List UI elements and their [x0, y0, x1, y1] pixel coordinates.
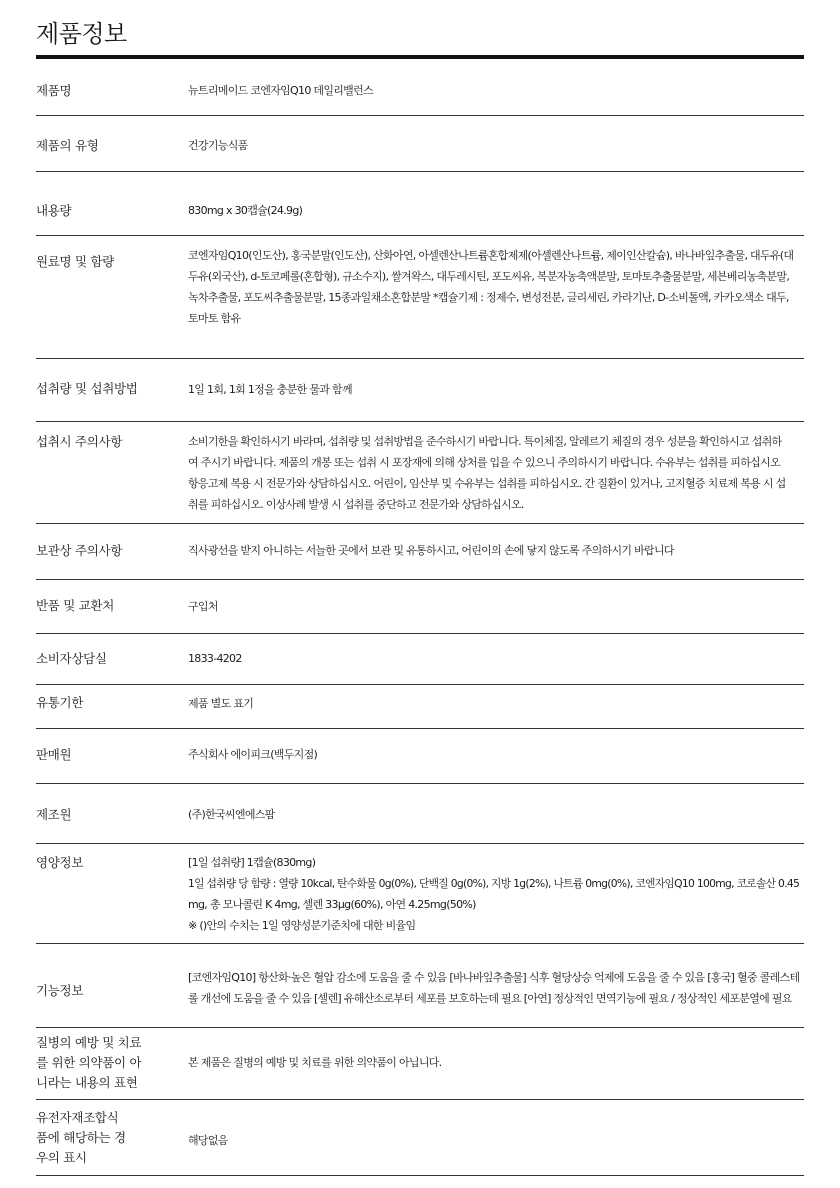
title-divider — [36, 55, 804, 59]
label-line: 질병의 예방 및 치료 — [36, 1035, 142, 1050]
row-label — [36, 1033, 176, 1093]
info-row-manufacturer — [36, 784, 804, 844]
row-value — [188, 135, 804, 156]
row-value — [188, 245, 804, 329]
info-row-customer-service — [36, 634, 804, 685]
row-label: 내용량 — [36, 203, 72, 218]
row-label: 소비자상담실 — [36, 651, 107, 666]
row-label: 영양정보 — [36, 855, 84, 870]
row-label: 보관상 주의사항 — [36, 543, 123, 558]
row-label: 섭취시 주의사항 — [36, 434, 123, 449]
row-value — [188, 540, 804, 561]
value-line: 여 주시기 바랍니다. 제품의 개봉 또는 섭취 시 포장재에 의해 상처를 입을 수 있으니 주의하시기 바랍니다. 수유부는 섭취를 피하십시오 — [188, 456, 780, 469]
value-line: 취를 피하십시오. 이상사례 발생 시 섭취를 중단하고 전문가와 상담하십시오. — [188, 498, 524, 511]
value-line: 항응고제 복용 시 전문가와 상담하십시오. 어린이, 임산부 및 수유부는 섭취를 피하십시오. 간 질환이 있거나, 고지혈증 치료제 복용 시 섭 — [188, 477, 786, 490]
row-value — [188, 852, 804, 936]
row-value — [188, 1130, 804, 1151]
row-label: 제조원 — [36, 807, 72, 822]
row-value — [188, 693, 804, 714]
row-value — [188, 379, 804, 400]
info-row-storage-caution — [36, 524, 804, 580]
row-label: 유통기한 — [36, 695, 84, 710]
info-row-returns — [36, 580, 804, 634]
value-line: [1일 섭취량] 1캡슐(830mg) — [188, 856, 316, 869]
value-line: 1일 1회, 1회 1정을 충분한 물과 함께 — [188, 383, 352, 396]
row-value — [188, 804, 804, 825]
value-line: 두유(외국산), d-토코페롤(혼합형), 규소수지), 쌀겨왁스, 대두레시틴, 포도씨유, 복분자농축액분말, 토마토추출물분말, 세븐베리농축분말, — [188, 270, 790, 283]
row-value — [188, 431, 804, 515]
label-line: 유전자재조합식 — [36, 1110, 119, 1125]
page-title: 제품정보 — [36, 20, 127, 48]
value-line: 1일 섭취량 당 함량 : 열량 10kcal, 탄수화물 0g(0%), 단백질 0g(0%), 지방 1g(2%), 나트륨 0mg(0%), 코엔자임Q10 100mg, 코로솔산 0.45 — [188, 877, 800, 890]
label-line: 품에 해당하는 경 — [36, 1130, 126, 1145]
info-row-ingredients — [36, 236, 804, 359]
value-line: 해당없음 — [188, 1134, 228, 1147]
row-value — [188, 967, 804, 1009]
value-line: 롤 개선에 도움을 줄 수 있음 [셀렌] 유해산소로부터 세포를 보호하는데 필요 [아연] 정상적인 면역기능에 필요 / 정상적인 세포분열에 필요 — [188, 992, 792, 1005]
row-label: 반품 및 교환처 — [36, 598, 114, 613]
value-line: [코엔자임Q10] 항산화·높은 혈압 감소에 도움을 줄 수 있음 [바나바잎추출물] 식후 혈당상승 억제에 도움을 줄 수 있음 [홍국] 혈중 콜레스테 — [188, 971, 800, 984]
row-label: 판매원 — [36, 747, 72, 762]
value-line: 뉴트리메이드 코엔자임Q10 데일리밸런스 — [188, 84, 373, 97]
row-label: 제품의 유형 — [36, 138, 99, 153]
value-line: 1833-4202 — [188, 652, 242, 665]
info-row-product-name — [36, 60, 804, 116]
value-line: 구입처 — [188, 600, 218, 613]
value-line: 토마토 함유 — [188, 312, 241, 325]
info-row-product-type — [36, 116, 804, 172]
row-label: 섭취량 및 섭취방법 — [36, 381, 138, 396]
row-value — [188, 596, 804, 617]
row-label: 원료명 및 함량 — [36, 254, 114, 269]
row-value — [188, 744, 804, 765]
info-row-seller — [36, 729, 804, 784]
info-row-gmo — [36, 1100, 804, 1176]
row-label: 기능정보 — [36, 983, 84, 998]
row-value — [188, 1052, 804, 1073]
label-line: 니라는 내용의 표현 — [36, 1075, 138, 1090]
value-line: 830mg x 30캡슐(24.9g) — [188, 204, 303, 217]
info-row-intake-caution — [36, 422, 804, 524]
row-label — [36, 1108, 176, 1168]
row-value — [188, 200, 804, 221]
value-line: 직사광선을 받지 아니하는 서늘한 곳에서 보관 및 유통하시고, 어린이의 손에 닿지 않도록 주의하시기 바랍니다 — [188, 544, 674, 557]
value-line: 녹차추출물, 포도씨추출물분말, 15종과일채소혼합분말 *캡슐기제 : 정제수, 변성전분, 글리세린, 카라기난, D-소비톨액, 카카오색소 대두, — [188, 291, 789, 304]
row-label: 제품명 — [36, 83, 72, 98]
info-row-expiry — [36, 685, 804, 729]
label-line: 우의 표시 — [36, 1150, 87, 1165]
label-line: 를 위한 의약품이 아 — [36, 1055, 142, 1070]
row-value — [188, 80, 804, 101]
value-line: (주)한국씨엔에스팜 — [188, 808, 275, 821]
info-row-not-medicine — [36, 1028, 804, 1100]
info-row-intake-method — [36, 359, 804, 422]
value-line: mg, 총 모나콜린 K 4mg, 셀렌 33μg(60%), 아연 4.25mg(50%) — [188, 898, 476, 911]
value-line: 건강기능식품 — [188, 139, 248, 152]
value-line: 주식회사 에이피크(백두지점) — [188, 748, 318, 761]
value-line: ※ ()안의 수치는 1일 영양성분기준치에 대한 비율임 — [188, 919, 416, 932]
value-line: 소비기한을 확인하시기 바라며, 섭취량 및 섭취방법을 준수하시기 바랍니다. 특이체질, 알레르기 체질의 경우 성분을 확인하시고 섭취하 — [188, 435, 782, 448]
info-row-nutrition — [36, 844, 804, 944]
value-line: 본 제품은 질병의 예방 및 치료를 위한 의약품이 아닙니다. — [188, 1056, 442, 1069]
value-line: 코엔자임Q10(인도산), 홍국분말(인도산), 산화아연, 아셀렌산나트륨혼합제제(아셀렌산나트륨, 제이인산칼슘), 바나바잎추출물, 대두유(대 — [188, 249, 794, 262]
row-value — [188, 648, 804, 669]
value-line: 제품 별도 표기 — [188, 697, 254, 710]
info-row-contents — [36, 172, 804, 236]
info-row-function — [36, 944, 804, 1028]
